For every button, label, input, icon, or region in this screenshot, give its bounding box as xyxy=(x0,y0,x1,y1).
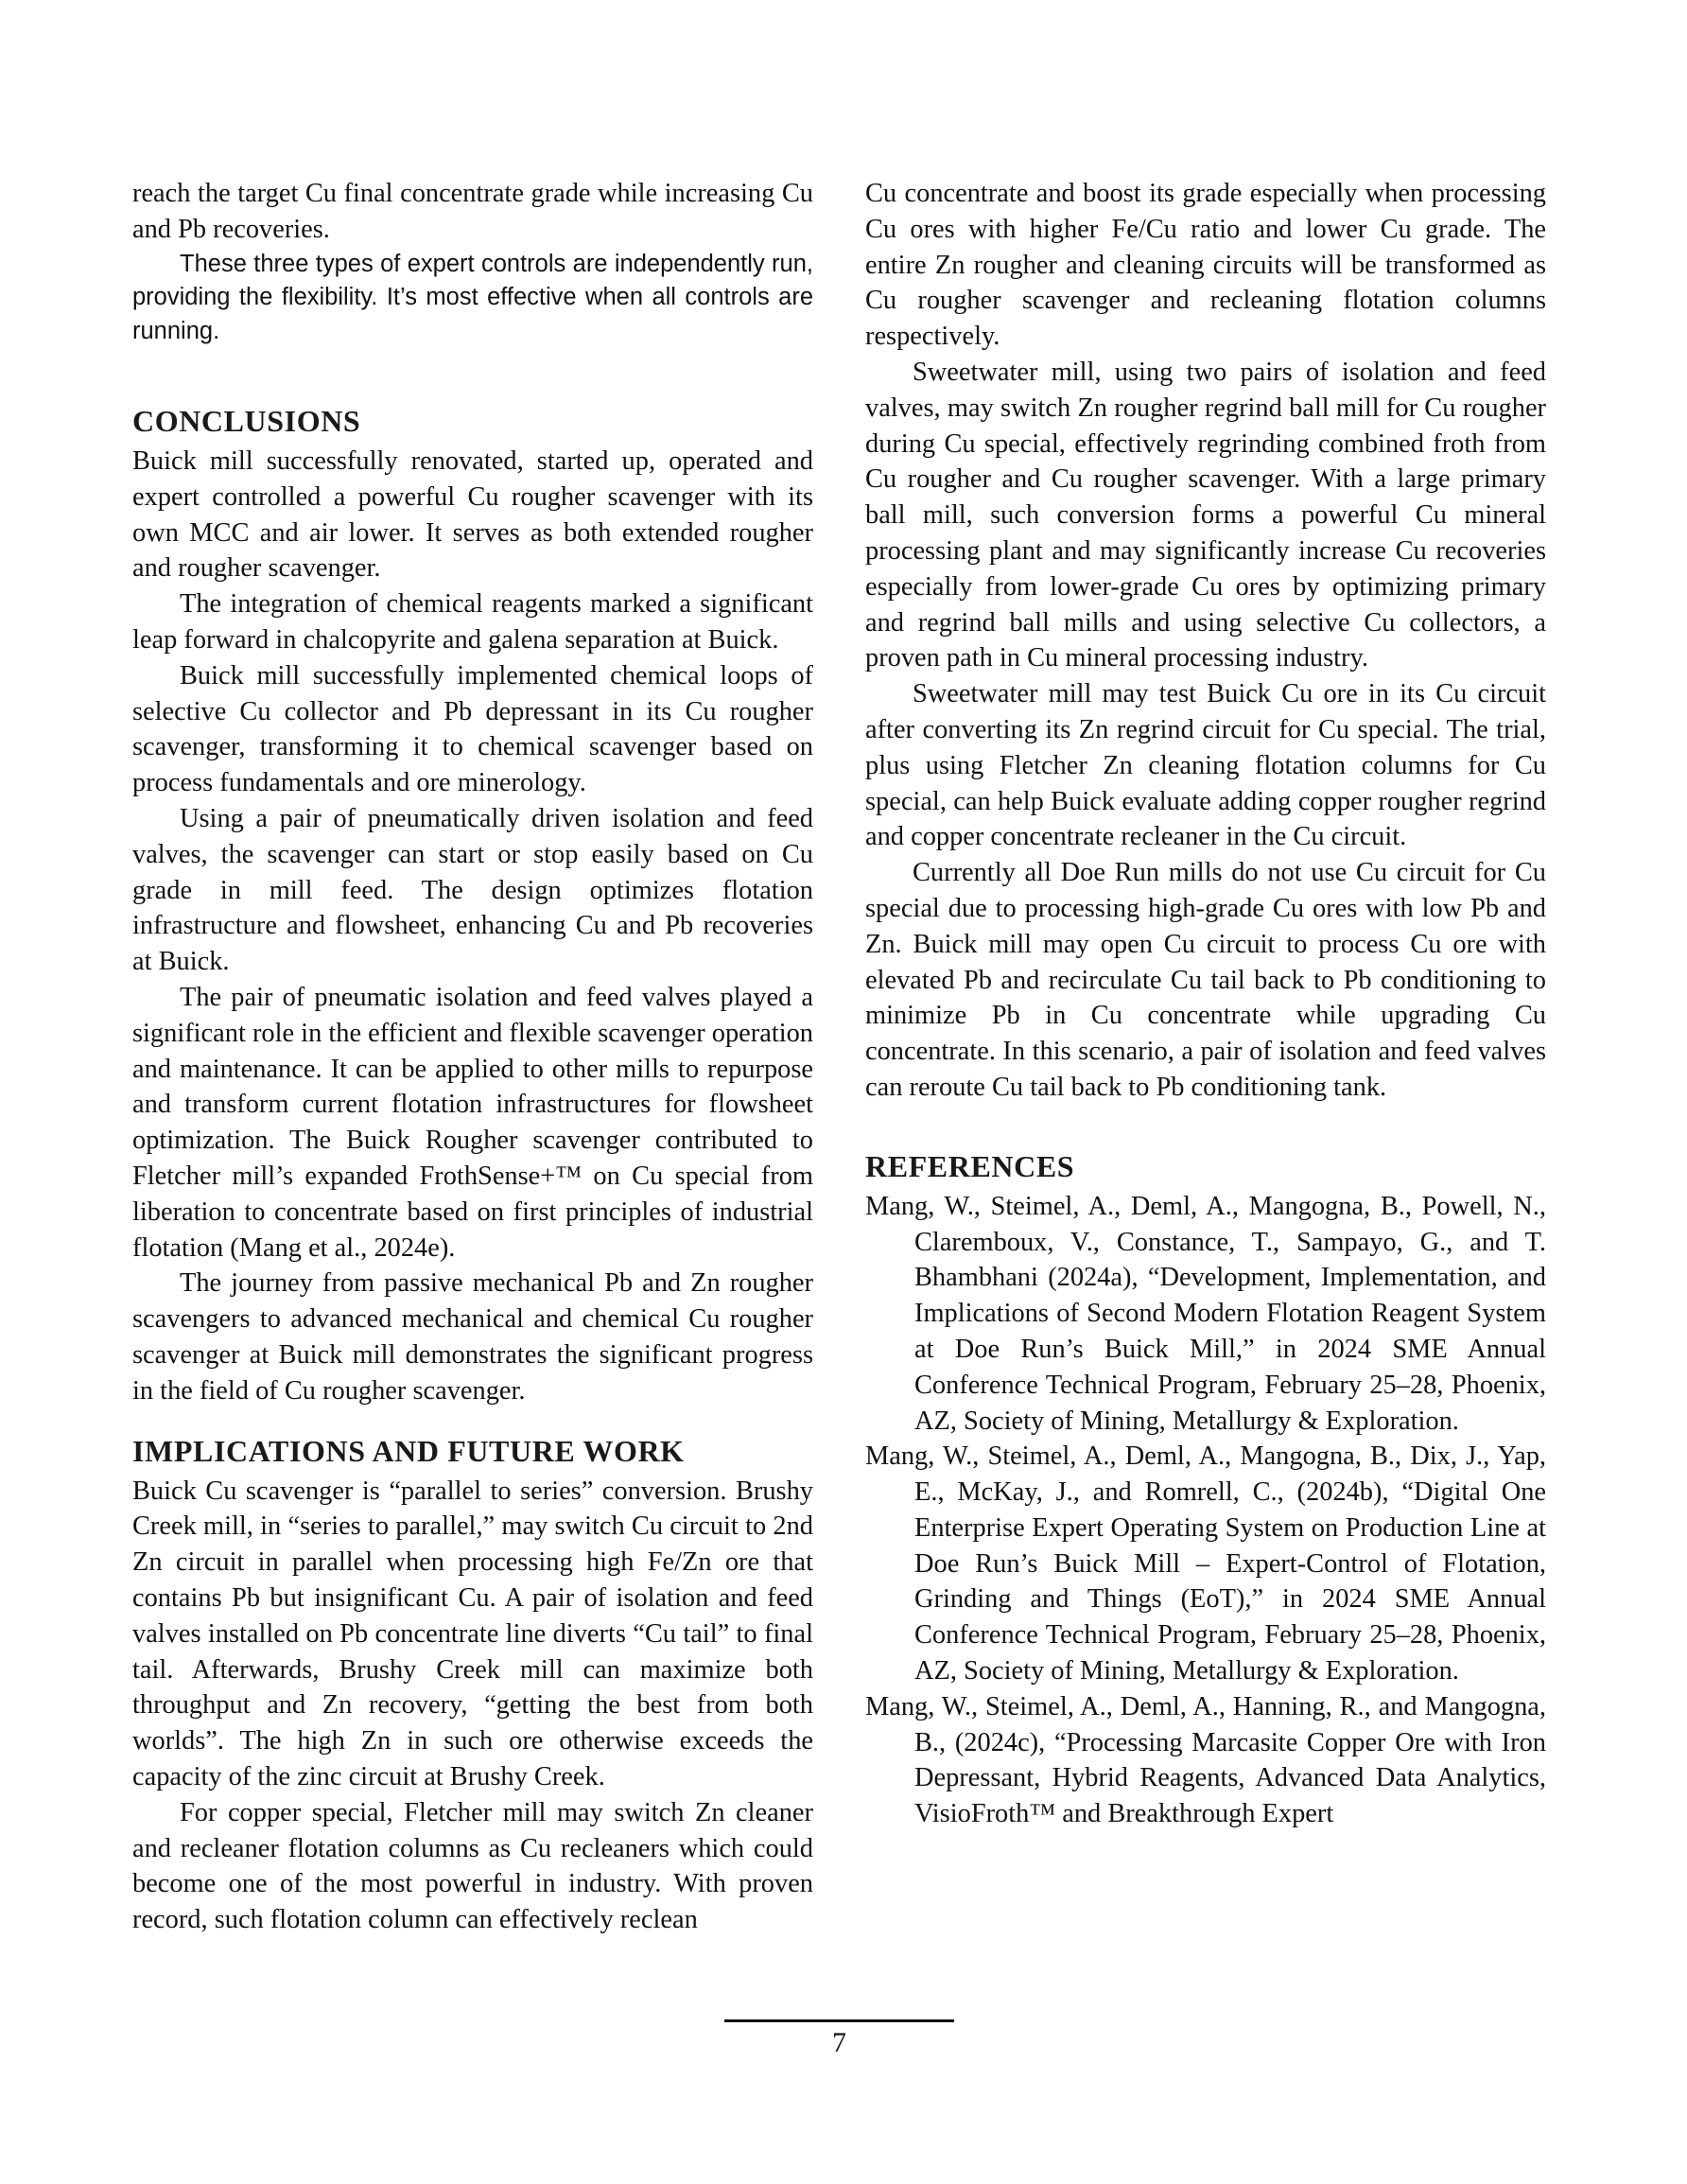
reference-entry: Mang, W., Steimel, A., Deml, A., Mangogna, B., Powell, N., Claremboux, V., Constance, T., Sampayo, G., and T. Bhambhani (2024a), “Development, Implementation, and Implications of Second Modern Flotation Reagent System at Doe Run’s Buick Mill,” in 2024 SME Annual Conference Technical Program, February 25–28, Phoenix, AZ, Society of Mining, Metallurgy & Exploration. xyxy=(865,1191,1546,1436)
continued-paragraph: reach the target Cu final concentrate grade while increasing Cu and Pb recoveries. xyxy=(132,179,813,244)
implications-paragraph: Sweetwater mill may test Buick Cu ore in its Cu circuit after converting its Zn regrind circuit for Cu special. The trial, plus using Fletcher Zn cleaning flotation columns for Cu special, can help Buick evaluate adding copper rougher regrind and copper concentrate recleaner in the Cu circuit. xyxy=(865,679,1546,852)
conclusions-paragraph: Using a pair of pneumatically driven isolation and feed valves, the scavenger can start or stop easily based on Cu grade in mill feed. The design optimizes flotation infrastructure and flowsheet, enhancing Cu and Pb recoveries at Buick. xyxy=(132,804,813,977)
expert-controls-paragraph: These three types of expert controls are independently run, providing the flexibility. It’s most effective when all controls are running. xyxy=(132,250,813,344)
continued-paragraph: Cu concentrate and boost its grade especially when processing Cu ores with higher Fe/Cu ratio and lower Cu grade. The entire Zn rougher and cleaning circuits will be transformed as Cu rougher scavenger and recleaning flotation columns respectively. xyxy=(865,179,1546,352)
footer-rule xyxy=(724,2019,954,2022)
implications-paragraph: Sweetwater mill, using two pairs of isolation and feed valves, may switch Zn rougher regrind ball mill for Cu rougher during Cu special, effectively regrinding combined froth from Cu rougher and Cu rougher scavenger. With a large primary ball mill, such conversion forms a powerful Cu mineral processing plant and may significantly increase Cu recoveries especially from lower-grade Cu ores by optimizing primary and regrind ball mills and using selective Cu collectors, a proven path in Cu mineral processing industry. xyxy=(865,357,1546,673)
section-heading-references: REFERENCES xyxy=(865,1148,1075,1183)
conclusions-paragraph: Buick mill successfully implemented chemical loops of selective Cu collector and Pb depressant in its Cu rougher scavenger, transforming it to chemical scavenger based on process fundamentals and ore minerology. xyxy=(132,660,813,798)
conclusions-paragraph: The pair of pneumatic isolation and feed valves played a significant role in the efficient and flexible scavenger operation and maintenance. It can be applied to other mills to repurpose and transform current flotation infrastructures for flowsheet optimization. The Buick Rougher scavenger contributed to Fletcher mill’s expanded FrothSense+™ on Cu special from liberation to concentrate based on first principles of industrial flotation (Mang et al., 2024e). xyxy=(132,983,813,1263)
implications-paragraph: Currently all Doe Run mills do not use Cu circuit for Cu special due to processing high-grade Cu ores with low Pb and Zn. Buick mill may open Cu circuit to process Cu ore with elevated Pb and recirculate Cu tail back to Pb conditioning to minimize Pb in Cu concentrate while upgrading Cu concentrate. In this scenario, a pair of isolation and feed valves can reroute Cu tail back to Pb conditioning tank. xyxy=(865,858,1546,1102)
reference-entry: Mang, W., Steimel, A., Deml, A., Hanning, R., and Mangogna, B., (2024c), “Processing Marcasite Copper Ore with Iron Depressant, Hybrid Reagents, Advanced Data Analytics, VisioFroth™ and Breakthrough Expert xyxy=(865,1691,1546,1829)
conclusions-paragraph: The integration of chemical reagents marked a significant leap forward in chalcopyrite and galena separation at Buick. xyxy=(132,589,813,655)
section-heading-conclusions: CONCLUSIONS xyxy=(132,404,361,439)
right-column xyxy=(865,176,1546,1832)
section-heading-implications: IMPLICATIONS AND FUTURE WORK xyxy=(132,1433,685,1468)
left-column xyxy=(132,176,813,1938)
conclusions-paragraph: The journey from passive mechanical Pb and Zn rougher scavengers to advanced mechanical and chemical Cu rougher scavenger at Buick mill demonstrates the significant progress in the field of Cu rougher scavenger. xyxy=(132,1268,813,1406)
page-number: 7 xyxy=(832,2027,846,2058)
conclusions-paragraph: Buick mill successfully renovated, started up, operated and expert controlled a powerful Cu rougher scavenger with its own MCC and air lower. It serves as both extended rougher and rougher scavenger. xyxy=(132,446,813,584)
implications-paragraph: Buick Cu scavenger is “parallel to series” conversion. Brushy Creek mill, in “series to parallel,” may switch Cu circuit to 2nd Zn circuit in parallel when processing high Fe/Zn ore that contains Pb but insignificant Cu. A pair of isolation and feed valves installed on Pb concentrate line diverts “Cu tail” to final tail. Afterwards, Brushy Creek mill can maximize both throughput and Zn recovery, “getting the best from both worlds”. The high Zn in such ore otherwise exceeds the capacity of the zinc circuit at Brushy Creek. xyxy=(132,1476,813,1791)
implications-paragraph: For copper special, Fletcher mill may switch Zn cleaner and recleaner flotation columns as Cu recleaners which could become one of the most powerful in industry. With proven record, such flotation column can effectively reclean xyxy=(132,1797,813,1935)
reference-entry: Mang, W., Steimel, A., Deml, A., Mangogna, B., Dix, J., Yap, E., McKay, J., and Romrell, C., (2024b), “Digital One Enterprise Expert Operating System on Production Line at Doe Run’s Buick Mill – Expert-Control of Flotation, Grinding and Things (EoT),” in 2024 SME Annual Conference Technical Program, February 25–28, Phoenix, AZ, Society of Mining, Metallurgy & Exploration. xyxy=(865,1441,1546,1686)
